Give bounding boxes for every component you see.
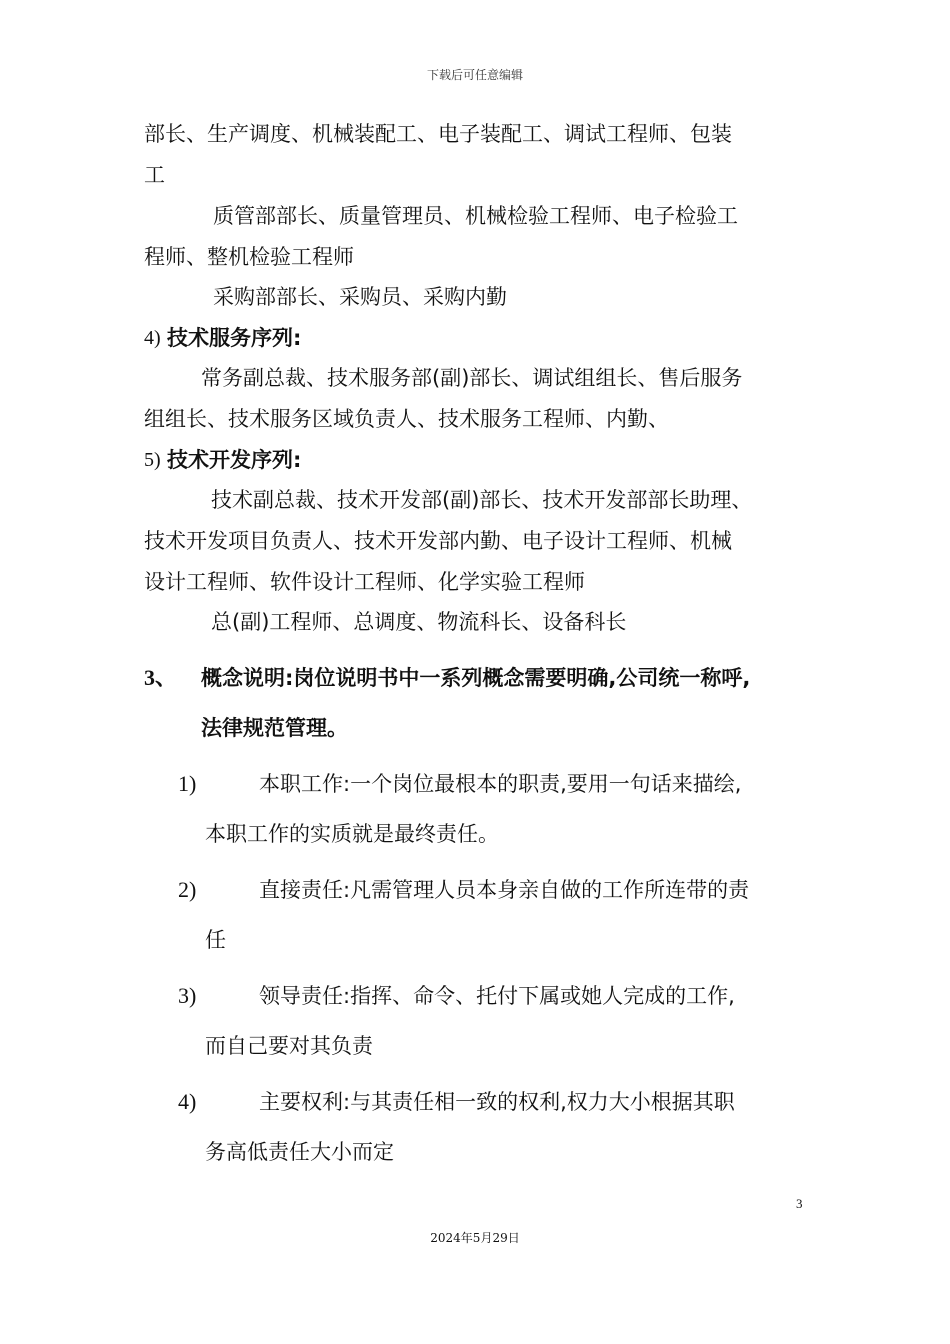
subsection-title: 技术开发序列: xyxy=(167,448,302,472)
body-line: 组组长、技术服务区域负责人、技术服务工程师、内勤、 xyxy=(144,407,669,431)
body-line: 设计工程师、软件设计工程师、化学实验工程师 xyxy=(144,570,585,594)
item-line: 任 xyxy=(205,928,226,952)
item-line: 本职工作的实质就是最终责任。 xyxy=(205,822,499,846)
item-number: 3) xyxy=(178,983,197,1008)
item-line: 领导责任:指挥、命令、托付下属或她人完成的工作, xyxy=(259,984,735,1008)
body-line: 工 xyxy=(144,163,165,187)
section-title-line: 法律规范管理。 xyxy=(201,716,348,740)
section-number: 3、 xyxy=(144,665,178,690)
subsection-number: 5) xyxy=(144,449,161,471)
body-line: 采购部部长、采购员、采购内勤 xyxy=(213,285,507,309)
item-line: 务高低责任大小而定 xyxy=(205,1140,394,1164)
subsection-number: 4) xyxy=(144,327,161,349)
item-number: 1) xyxy=(178,771,197,796)
item-line: 直接责任:凡需管理人员本身亲自做的工作所连带的责 xyxy=(259,878,750,902)
body-line: 质管部部长、质量管理员、机械检验工程师、电子检验工 xyxy=(213,204,738,228)
subsection-title: 技术服务序列: xyxy=(167,326,302,350)
body-line: 程师、整机检验工程师 xyxy=(144,245,354,269)
item-line: 主要权利:与其责任相一致的权利,权力大小根据其职 xyxy=(259,1090,735,1114)
footer-date: 2024年5月29日 xyxy=(430,1231,520,1245)
body-line: 技术副总裁、技术开发部(副)部长、技术开发部部长助理、 xyxy=(211,488,753,512)
body-line: 技术开发项目负责人、技术开发部内勤、电子设计工程师、机械 xyxy=(144,529,732,553)
item-line: 而自己要对其负责 xyxy=(205,1034,373,1058)
section-title-line: 概念说明:岗位说明书中一系列概念需要明确,公司统一称呼, xyxy=(201,666,751,690)
body-line: 总(副)工程师、总调度、物流科长、设备科长 xyxy=(211,610,627,634)
body-line: 常务副总裁、技术服务部(副)部长、调试组组长、售后服务 xyxy=(201,366,743,390)
item-line: 本职工作:一个岗位最根本的职责,要用一句话来描绘, xyxy=(259,772,742,796)
body-line: 部长、生产调度、机械装配工、电子装配工、调试工程师、包装 xyxy=(144,122,732,146)
item-number: 2) xyxy=(178,877,197,902)
page-header: 下载后可任意编辑 xyxy=(426,68,523,82)
item-number: 4) xyxy=(178,1089,197,1114)
page-number: 3 xyxy=(796,1196,803,1211)
